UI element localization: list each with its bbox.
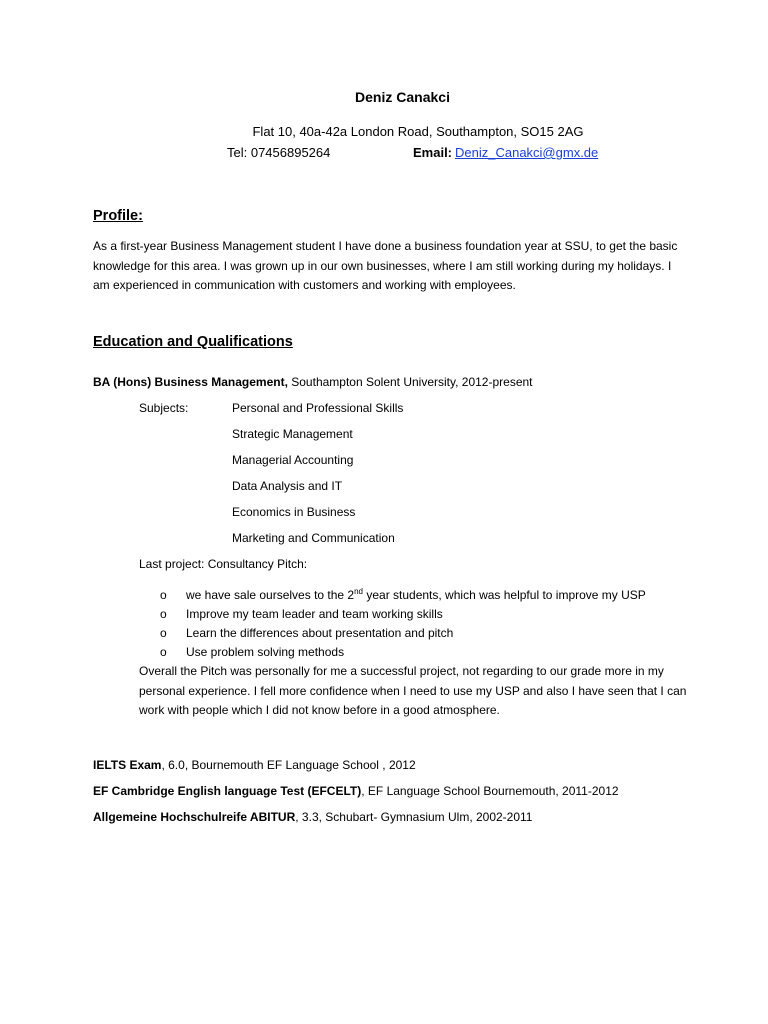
profile-line: knowledge for this area. I was grown up in our own businesses, where I am still working during my holidays. I: [93, 258, 672, 273]
qualification-item: [93, 758, 416, 772]
bullet-item: [186, 588, 646, 602]
bullet-marker: o: [160, 588, 167, 602]
bullet-marker: o: [160, 645, 167, 659]
qualification-details: , 6.0, Bournemouth EF Language School , 2012: [161, 758, 416, 772]
qualification-title: EF Cambridge English language Test (EFCELT): [93, 784, 362, 798]
telephone-line: Tel: 07456895264: [227, 145, 331, 160]
subject-item: Personal and Professional Skills: [232, 401, 404, 415]
summary-line: Overall the Pitch was personally for me a successful project, not regarding to our grade more in my: [139, 664, 664, 678]
bullet-text-part: year students, which was helpful to improve my USP: [363, 588, 646, 602]
qualification-item: [93, 784, 619, 798]
subject-item: Managerial Accounting: [232, 453, 354, 467]
summary-line: personal experience. I fell more confidence when I need to use my USP and also I have seen that I can: [139, 683, 687, 698]
profile-line: As a first-year Business Management student I have done a business foundation year at SSU, to get the basic: [93, 239, 678, 253]
degree-line: [93, 375, 533, 389]
qualification-item: [93, 810, 532, 824]
qualification-title: IELTS Exam: [93, 758, 162, 772]
ordinal-superscript: nd: [354, 587, 364, 596]
project-summary-paragraph: [139, 662, 739, 721]
email-link[interactable]: Deniz_Canakci@gmx.de: [455, 145, 599, 160]
bullet-item: Improve my team leader and team working skills: [186, 607, 443, 621]
bullet-marker: o: [160, 607, 167, 621]
qualification-details: , EF Language School Bournemouth, 2011-2012: [361, 784, 619, 798]
bullet-item: Learn the differences about presentation and pitch: [186, 626, 454, 640]
profile-line: am experienced in communication with customers and working with employees.: [93, 278, 516, 292]
bullet-marker: o: [160, 626, 167, 640]
degree-title: BA (Hons) Business Management,: [93, 375, 288, 389]
qualification-details: , 3.3, Schubart- Gymnasium Ulm, 2002-2011: [295, 810, 533, 824]
subjects-label: Subjects:: [139, 401, 189, 415]
subject-item: Economics in Business: [232, 505, 356, 519]
subject-item: Data Analysis and IT: [232, 479, 343, 493]
subject-item: Strategic Management: [232, 427, 353, 441]
qualification-title: Allgemeine Hochschulreife ABITUR: [93, 810, 296, 824]
summary-line: work with people which I did not know before in a good atmosphere.: [139, 703, 500, 717]
last-project-label: Last project: Consultancy Pitch:: [139, 557, 308, 571]
degree-details: Southampton Solent University, 2012-present: [287, 375, 533, 389]
bullet-item: Use problem solving methods: [186, 645, 345, 659]
email-label: Email:: [413, 145, 453, 160]
education-heading: Education and Qualifications: [93, 334, 293, 350]
subject-item: Marketing and Communication: [232, 531, 395, 545]
address-line: Flat 10, 40a-42a London Road, Southampton, SO15 2AG: [252, 124, 584, 139]
profile-heading: Profile:: [93, 208, 143, 224]
bullet-text-part: we have sale ourselves to the 2: [186, 588, 355, 602]
applicant-name: Deniz Canakci: [355, 89, 450, 105]
profile-paragraph: [93, 237, 733, 296]
